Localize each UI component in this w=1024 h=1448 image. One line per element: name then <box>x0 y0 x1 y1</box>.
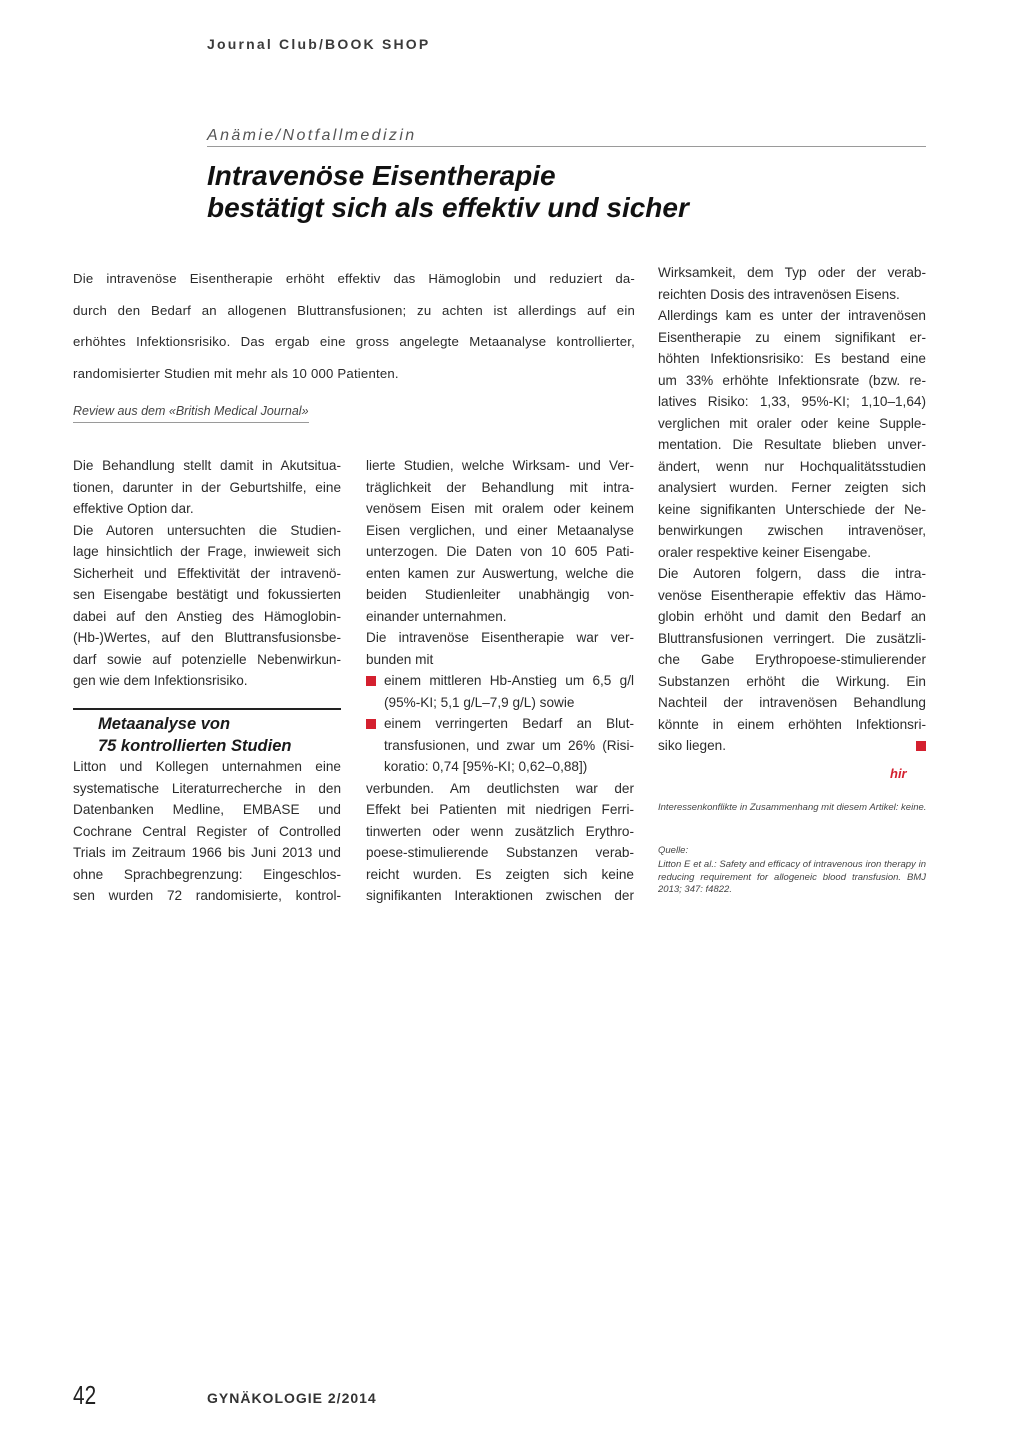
text-line: höhten Infektionsrisiko: Es bestand eine <box>658 351 926 366</box>
text-line: Eisen verglichen, und einer Metaanalyse <box>366 522 634 538</box>
text-line: enten kamen zur Auswertung, welche die <box>366 565 634 581</box>
text-line: um 33% erhöhte Infektionsrate (bzw. re- <box>658 372 926 388</box>
column-2 <box>366 455 634 907</box>
subheading-line: Metaanalyse von <box>98 715 231 733</box>
text-line: oraler respektive keiner Eisengabe. <box>658 544 872 560</box>
text-line: Sicherheit und Effektivität der intravenö- <box>73 565 341 581</box>
text-line: Wirksamkeit, dem Typ oder der verab- <box>658 265 926 280</box>
review-source: Review aus dem «British Medical Journal» <box>73 404 309 423</box>
text-line: Eisentherapie zu einem signifikant er- <box>658 329 926 345</box>
text-line: reicht wurden. Es zeigten sich keine <box>366 866 634 882</box>
text-line: reichten Dosis des intravenösen Eisens. <box>658 286 900 302</box>
rubric-divider <box>207 146 926 147</box>
end-of-article-icon <box>916 741 926 751</box>
rubric: Anämie/Notfallmedizin <box>207 127 417 144</box>
text-line: effektive Option dar. <box>73 501 194 516</box>
lead-line: erhöhtes Infektionsrisiko. Das ergab eine gross angelegte Metaanalyse kontrollierter, <box>73 334 635 349</box>
text-line: keine signifikanten Unterschiede der Ne- <box>658 501 926 517</box>
text-line: siko liegen. <box>658 738 727 753</box>
page-number: 42 <box>73 1380 97 1410</box>
lead-paragraph <box>73 263 635 389</box>
column-1 <box>73 455 341 692</box>
title-line: Intravenöse Eisentherapie <box>207 160 556 191</box>
text-line: darf sowie auf potenzielle Nebenwirkun- <box>73 651 341 667</box>
text-line: sen wurden 72 randomisierte, kontrol- <box>73 888 341 903</box>
text-line: poese-stimulierende Substanzen verab- <box>366 845 634 860</box>
text-line: Effekt bei Patienten mit niedrigen Ferri- <box>366 802 634 817</box>
text-line: transfusionen, und zwar um 26% (Risi- <box>384 737 634 753</box>
text-line: Trials im Zeitraum 1966 bis Juni 2013 und <box>73 845 341 860</box>
text-line: Die Autoren folgern, dass die intra- <box>658 566 926 581</box>
text-line: (Hb-)Wertes, auf den Bluttransfusionsbe- <box>73 630 341 645</box>
citation-line: Litton E et al.: Safety and efficacy of intravenous iron therapy in <box>658 859 926 870</box>
text-line: tionen, darunter in der Geburtshilfe, eine <box>73 479 341 495</box>
text-line: che Gabe Erythropoese-stimulierender <box>658 652 926 667</box>
bullet-item <box>366 670 634 713</box>
text-line: Allerdings kam es unter der intravenösen <box>658 308 926 323</box>
source-label: Quelle: <box>658 845 689 856</box>
text-line: Die intravenöse Eisentherapie war ver- <box>366 630 634 645</box>
text-line: Cochrane Central Register of Controlled <box>73 823 341 839</box>
subheading-line: 75 kontrollierten Studien <box>98 737 292 755</box>
column-1-continued <box>73 756 341 907</box>
citation-line: reducing requirement for allogeneic blood transfusion. BMJ <box>658 871 926 883</box>
text-line: träglichkeit der Behandlung mit intra- <box>366 479 634 495</box>
text-line: könnte in einem erhöhten Infektionsri- <box>658 716 926 732</box>
running-head: Journal Club/BOOK SHOP <box>207 36 431 52</box>
text-line: dabei auf den Anstieg des Hämoglobin- <box>73 608 341 624</box>
text-line: sen Eisengabe bestätigt und fokussierten <box>73 587 341 602</box>
subheading-rule <box>73 708 341 710</box>
text-line: ohne Sprachbegrenzung: Eingeschlos- <box>73 866 341 882</box>
bullet-item <box>366 713 634 778</box>
lead-line: durch den Bedarf an allogenen Bluttransfusionen; zu achten ist allerdings auf ein <box>73 302 635 318</box>
text-line: Litton und Kollegen unternahmen eine <box>73 759 341 774</box>
column-3 <box>658 262 926 757</box>
text-line: Bluttransfusionen verringert. Die zusätzli- <box>658 630 926 646</box>
text-line: verglichen mit oraler oder keine Supple- <box>658 415 926 431</box>
text-line: gen wie dem Infektionsrisiko. <box>73 673 248 688</box>
text-line: benwirkungen zwischen intravenöser, <box>658 523 926 538</box>
text-line: signifikanten Interaktionen zwischen der <box>366 888 634 903</box>
text-line: bunden mit <box>366 651 434 667</box>
text-line: (95%-KI; 5,1 g/L–7,9 g/L) sowie <box>384 694 575 710</box>
text-line: Die Autoren untersuchten die Studien- <box>73 522 341 538</box>
conflict-of-interest: Interessenkonflikte in Zusammenhang mit diesem Artikel: keine. <box>658 802 927 813</box>
text-line: analysiert wurden. Ferner zeigten sich <box>658 480 926 495</box>
text-line: systematische Literaturrecherche in den <box>73 780 341 796</box>
text-line: Nachteil der intravenösen Behandlung <box>658 695 926 710</box>
text-line: Datenbanken Medline, EMBASE und <box>73 802 341 817</box>
bullet-marker <box>366 676 376 686</box>
journal-name: GYNÄKOLOGIE 2/2014 <box>207 1390 377 1406</box>
subheading <box>98 713 291 757</box>
citation-line: 2013; 347: f4822. <box>658 884 732 895</box>
source-citation <box>658 859 926 897</box>
text-line: lierte Studien, welche Wirksam- und Ver- <box>366 458 634 473</box>
text-line: lage hinsichtlich der Frage, inwieweit sich <box>73 544 341 559</box>
text-line: einem verringerten Bedarf an Blut- <box>384 716 634 731</box>
text-line: ändert, wenn nur Hochqualitätsstudien <box>658 458 926 474</box>
text-line: unterzogen. Die Daten von 10 605 Pati- <box>366 544 634 559</box>
text-line: verbunden. Am deutlichsten war der <box>366 780 634 796</box>
text-line: koratio: 0,74 [95%-KI; 0,62–0,88]) <box>384 759 588 774</box>
text-line: Die Behandlung stellt damit in Akutsitua- <box>73 458 341 473</box>
text-line: globin erhöht und damit den Bedarf an <box>658 609 926 624</box>
article-title <box>207 160 926 224</box>
author-initials: hir <box>890 766 907 781</box>
title-line: bestätigt sich als effektiv und sicher <box>207 192 689 223</box>
text-line: venösem Eisen mit oralem oder keinem <box>366 501 634 516</box>
lead-line: Die intravenöse Eisentherapie erhöht effektiv das Hämoglobin und reduziert da- <box>73 271 635 286</box>
bullet-marker <box>366 719 376 729</box>
text-line: einem mittleren Hb-Anstieg um 6,5 g/l <box>384 673 634 688</box>
text-line: tinwerten oder wenn zusätzlich Erythro- <box>366 823 634 839</box>
final-line <box>658 735 926 757</box>
text-line: beiden Studienleiter unabhängig von- <box>366 587 634 602</box>
text-line: mentation. Die Resultate blieben unver- <box>658 437 926 452</box>
text-line: venöse Eisentherapie effektiv das Hämo- <box>658 587 926 603</box>
lead-line: randomisierter Studien mit mehr als 10 000 Patienten. <box>73 365 399 381</box>
text-line: Substanzen erhöht die Wirkung. Ein <box>658 673 926 689</box>
text-line: einander unternahmen. <box>366 608 507 624</box>
text-line: latives Risiko: 1,33, 95%-KI; 1,10–1,64) <box>658 394 926 409</box>
